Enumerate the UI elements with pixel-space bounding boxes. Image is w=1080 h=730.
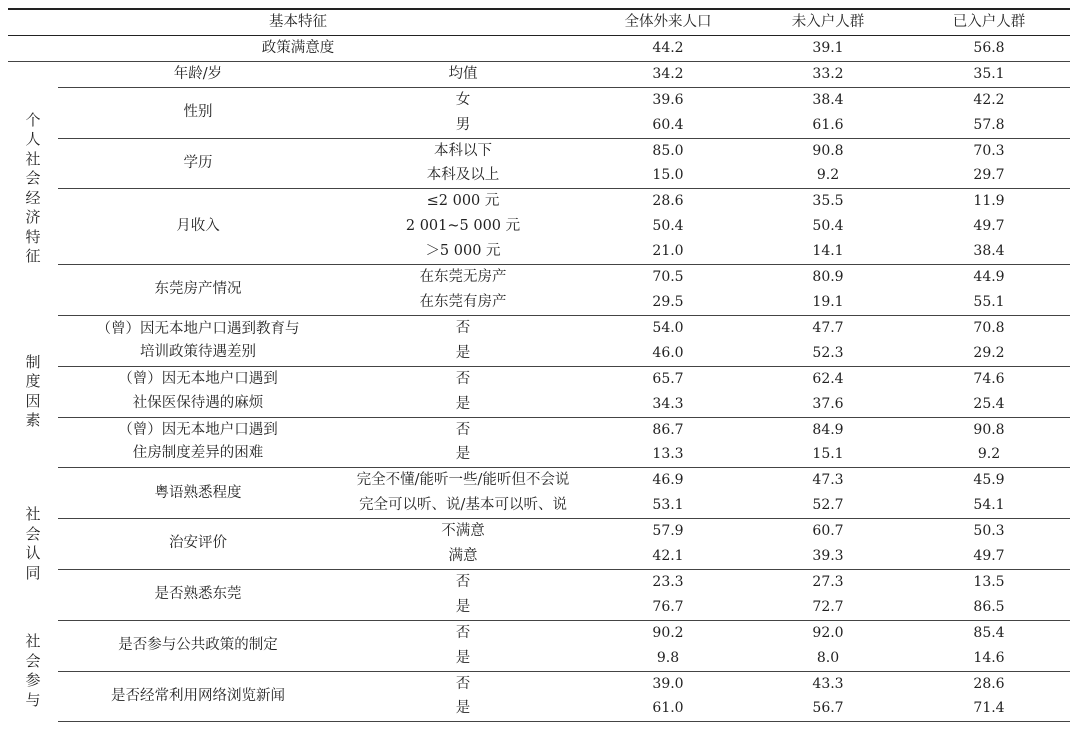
feature-label: 粤语熟悉程度 [58,468,338,519]
overall-label: 政策满意度 [8,35,588,61]
value-registered: 45.9 [973,472,1005,489]
value-registered: 29.7 [908,163,1070,188]
value-unregistered: 62.4 [812,370,844,387]
value-all-migrants: 46.9 [652,472,684,489]
subcategory-label: 本科及以上 [338,163,588,188]
value-unregistered: 8.0 [748,646,908,671]
value-registered: 28.6 [973,675,1005,692]
header-registered: 已入户人群 [908,9,1070,35]
value-unregistered: 19.1 [748,290,908,315]
feature-label: 是否经常利用网络浏览新闻 [58,671,338,722]
value-all-migrants: 23.3 [652,573,684,590]
table-row [8,315,1070,340]
value-unregistered: 90.8 [812,142,844,159]
feature-label: （曾）因无本地户口遇到教育与 培训政策待遇差别 [58,315,338,366]
value-registered: 50.3 [973,523,1005,540]
subcategory-label: 完全可以听、说/基本可以听、说 [338,493,588,518]
value-all-migrants: 46.0 [588,341,748,366]
value-registered: 11.9 [973,193,1005,210]
value-unregistered: 52.7 [748,493,908,518]
subcategory-label: 是 [338,696,588,721]
subcategory-label: 2 001~5 000 元 [405,218,521,235]
table-row [8,569,1070,594]
category-cell [8,468,58,620]
value-registered: 49.7 [973,218,1005,235]
feature-label: 治安评价 [58,519,338,570]
value-all-migrants: 42.1 [588,544,748,569]
table-row [8,671,1070,696]
table-row [8,138,1070,163]
value-unregistered: 60.7 [812,523,844,540]
value-unregistered: 14.1 [748,239,908,264]
subcategory-label: 否 [455,624,471,641]
value-all-migrants: 39.0 [652,675,684,692]
feature-label: 是否参与公共政策的制定 [58,620,338,671]
value-unregistered: 84.9 [812,421,844,438]
value-all-migrants: 50.4 [652,218,684,235]
value-registered: 71.4 [908,696,1070,721]
value-all-migrants: 85.0 [652,142,684,159]
subcategory-label: 否 [455,573,471,590]
feature-label: 是否熟悉东莞 [58,569,338,620]
category-cell [8,620,58,722]
value-unregistered: 80.9 [812,269,844,286]
subcategory-label: 否 [455,675,471,692]
overall-all: 44.2 [588,35,748,61]
value-all-migrants: 53.1 [588,493,748,518]
subcategory-label: 满意 [338,544,588,569]
category-label: 个人社会经济特征 [25,110,41,266]
value-all-migrants: 54.0 [652,319,684,336]
value-all-migrants: 21.0 [588,239,748,264]
statistics-table [8,8,1070,722]
table-row [8,519,1070,544]
value-registered: 74.6 [973,370,1005,387]
feature-label: 性别 [58,87,338,138]
subcategory-label: ≤2 000 元 [426,193,500,210]
table-row [8,189,1070,214]
value-registered: 54.1 [908,493,1070,518]
value-unregistered: 38.4 [812,91,844,108]
value-all-migrants: 13.3 [588,442,748,467]
subcategory-label: 在东莞无房产 [419,269,507,286]
value-unregistered: 43.3 [812,675,844,692]
subcategory-label: 是 [338,646,588,671]
value-unregistered: 39.3 [748,544,908,569]
feature-label: （曾）因无本地户口遇到 社保医保待遇的麻烦 [58,366,338,417]
table-row [8,61,1070,87]
value-all-migrants: 70.5 [652,269,684,286]
value-unregistered: 27.3 [812,573,844,590]
value-unregistered: 56.7 [748,696,908,721]
value-registered: 86.5 [908,595,1070,620]
value-registered: 55.1 [908,290,1070,315]
value-unregistered: 50.4 [812,218,844,235]
subcategory-label: 是 [338,442,588,467]
subcategory-label: 本科以下 [434,142,492,159]
table-row [8,87,1070,112]
value-all-migrants: 34.3 [588,392,748,417]
table-row [8,417,1070,442]
value-all-migrants: 34.2 [588,61,748,87]
value-registered: 90.8 [973,421,1005,438]
value-unregistered: 47.7 [812,319,844,336]
subcategory-label: 在东莞有房产 [338,290,588,315]
subcategory-label: 完全不懂/能听一些/能听但不会说 [356,472,570,489]
header-row [8,9,1070,35]
value-unregistered: 35.5 [812,193,844,210]
value-unregistered: 15.1 [748,442,908,467]
subcategory-label: 否 [455,319,471,336]
table-row [8,468,1070,493]
value-unregistered: 47.3 [812,472,844,489]
value-registered: 35.1 [908,61,1070,87]
value-unregistered: 33.2 [748,61,908,87]
header-unregistered: 未入户人群 [748,9,908,35]
value-registered: 14.6 [908,646,1070,671]
value-registered: 70.3 [973,142,1005,159]
subcategory-label: 是 [338,341,588,366]
value-registered: 70.8 [973,319,1005,336]
subcategory-label: 否 [455,421,471,438]
overall-reg: 56.8 [908,35,1070,61]
value-unregistered: 61.6 [748,113,908,138]
header-feature: 基本特征 [8,9,588,35]
value-unregistered: 72.7 [748,595,908,620]
feature-label: 月收入 [58,189,338,265]
value-unregistered: 92.0 [812,624,844,641]
subcategory-label: ＞5 000 元 [338,239,588,264]
category-label: 制度因素 [25,352,41,430]
value-registered: 13.5 [973,573,1005,590]
value-registered: 38.4 [908,239,1070,264]
feature-label: 东莞房产情况 [58,265,338,316]
value-unregistered: 9.2 [748,163,908,188]
category-cell [8,315,58,467]
data-table-container [8,8,1070,722]
value-all-migrants: 76.7 [588,595,748,620]
value-all-migrants: 90.2 [652,624,684,641]
value-unregistered: 52.3 [748,341,908,366]
subcategory-label: 均值 [338,61,588,87]
subcategory-label: 女 [455,91,471,108]
value-registered: 49.7 [908,544,1070,569]
value-registered: 85.4 [973,624,1005,641]
value-registered: 25.4 [908,392,1070,417]
value-all-migrants: 65.7 [652,370,684,387]
value-all-migrants: 9.8 [588,646,748,671]
value-all-migrants: 86.7 [652,421,684,438]
value-all-migrants: 60.4 [588,113,748,138]
subcategory-label: 否 [455,370,471,387]
value-registered: 42.2 [973,91,1005,108]
category-cell [8,61,58,315]
value-all-migrants: 15.0 [588,163,748,188]
value-registered: 57.8 [908,113,1070,138]
table-row [8,366,1070,391]
value-all-migrants: 29.5 [588,290,748,315]
feature-label: 年龄/岁 [58,61,338,87]
table-row [8,265,1070,290]
value-all-migrants: 61.0 [588,696,748,721]
value-all-migrants: 28.6 [652,193,684,210]
overall-satisfaction-row [8,35,1070,61]
value-registered: 9.2 [908,442,1070,467]
feature-label: 学历 [58,138,338,189]
value-all-migrants: 57.9 [652,523,684,540]
feature-label: （曾）因无本地户口遇到 住房制度差异的困难 [58,417,338,468]
subcategory-label: 不满意 [441,523,485,540]
subcategory-label: 是 [338,392,588,417]
overall-non: 39.1 [748,35,908,61]
value-all-migrants: 39.6 [652,91,684,108]
subcategory-label: 是 [338,595,588,620]
value-registered: 29.2 [908,341,1070,366]
subcategory-label: 男 [338,113,588,138]
value-unregistered: 37.6 [748,392,908,417]
category-label: 社会认同 [25,505,41,582]
header-all-migrants: 全体外来人口 [588,9,748,35]
value-registered: 44.9 [973,269,1005,286]
table-row [8,620,1070,645]
category-label: 社会参与 [25,632,41,709]
